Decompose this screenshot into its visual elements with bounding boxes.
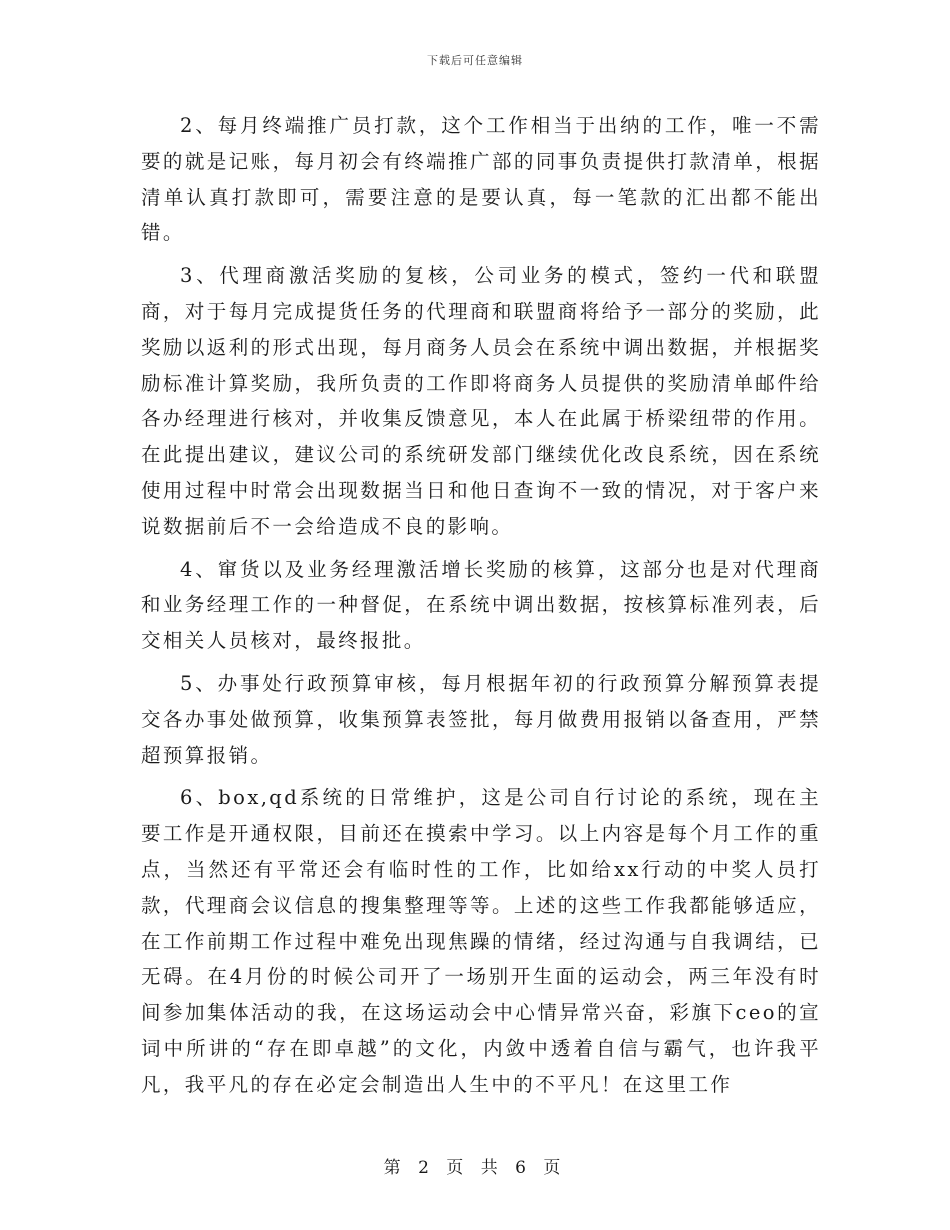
paragraph-item-3: 3、代理商激活奖励的复核，公司业务的模式，签约一代和联盟商，对于每月完成提货任务的代理商和联盟商将给予一部分的奖励，此奖励以返利的形式出现，每月商务人员会在系统中调出数据，并根据奖励标准计算奖励，我所负责的工作即将商务人员提供的奖励清单邮件给各办经理进行核对，并收集反馈意见，本人在此属于桥梁纽带的作用。在此提出建议，建议公司的系统研发部门继续优化改良系统，因在系统使用过程中时常会出现数据当日和他日查询不一致的情况，对于客户来说数据前后不一会给造成不良的影响。 — [141, 264, 821, 538]
paragraph-item-6: 6、box,qd系统的日常维护，这是公司自行讨论的系统，现在主要工作是开通权限，目前还在摸索中学习。以上内容是每个月工作的重点，当然还有平常还会有临时性的工作，比如给xx行动的中奖人员打款，代理商会议信息的搜集整理等等。上述的这些工作我都能够适应，在工作前期工作过程中难免出现焦躁的情绪，经过沟通与自我调结，已无碍。在4月份的时候公司开了一场别开生面的运动会，两三年没有时间参加集体活动的我，在这场运动会中心情异常兴奋，彩旗下ceo的宣词中所讲的“存在即卓越”的文化，内敛中透着自信与霸气，也许我平凡，我平凡的存在必定会制造出人生中的不平凡！在这里工作 — [141, 786, 821, 1096]
page-header: 下载后可任意编辑 — [427, 54, 523, 67]
document-body — [141, 108, 821, 1110]
paragraph-item-2: 2、每月终端推广员打款，这个工作相当于出纳的工作，唯一不需要的就是记账，每月初会有终端推广部的同事负责提供打款清单，根据清单认真打款即可，需要注意的是要认真，每一笔款的汇出都不能出错。 — [141, 114, 821, 245]
paragraph-item-5: 5、办事处行政预算审核，每月根据年初的行政预算分解预算表提交各办事处做预算，收集预算表签批，每月做费用报销以备查用，严禁超预算报销。 — [141, 671, 821, 767]
paragraph-item-4: 4、窜货以及业务经理激活增长奖励的核算，这部分也是对代理商和业务经理工作的一种督促，在系统中调出数据，按核算标准列表，后交相关人员核对，最终报批。 — [141, 557, 821, 653]
page-number-footer: 第 2 页 共 6 页 — [383, 1158, 567, 1178]
